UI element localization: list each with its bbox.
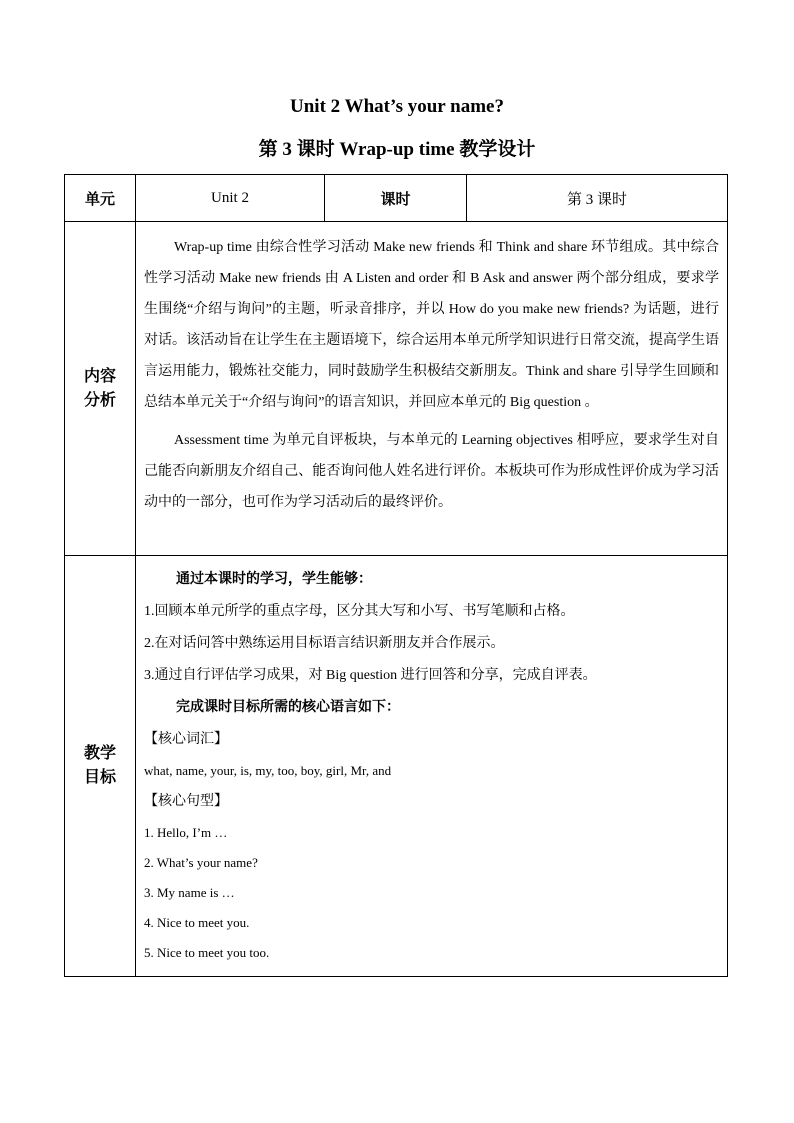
content-analysis-label-line1: 内容	[83, 367, 116, 385]
content-paragraph-2: Assessment time 为单元自评板块，与本单元的 Learning objectives 相呼应，要求学生对自己能否向新朋友介绍自己、能否询问他人姓名进行评价。本板块可作为形成性评价成为学习活动中的一部分，也可作为学习活动后的最终评价。	[144, 433, 719, 510]
header-row	[65, 175, 728, 222]
vocab-heading: 【核心词汇】	[144, 732, 228, 747]
objective-item: 1.回顾本单元所学的重点字母，区分其大写和小写、书写笔顺和占格。	[144, 604, 575, 619]
sentence-item: 2. What’s your name?	[144, 855, 258, 870]
teaching-goals-label-line2: 目标	[83, 769, 116, 786]
sentence-item: 1. Hello, I’m …	[144, 825, 228, 840]
content-analysis-row	[65, 222, 728, 556]
sentence-item: 4. Nice to meet you.	[144, 915, 250, 930]
teaching-goals-label	[65, 556, 136, 977]
objective-item: 2.在对话问答中熟练运用目标语言结识新朋友并合作展示。	[144, 636, 505, 651]
content-paragraph-1: Wrap-up time 由综合性学习活动 Make new friends 和 Think and share 环节组成。其中综合性学习活动 Make new friends 由 A Listen and order 和 B Ask and answer 两个部分组成，要求学生围绕“介绍与询问”的主题，听录音排序，并以 How do you make new friends? 为话题，进行对话。该活动旨在让学生在主题语境下，综合运用本单元所学知识进行日常交流，提高学生语言运用能力，锻炼社交能力，同时鼓励学生积极结交新朋友。Think and share 引导学生回顾和总结本单元关于“介绍与询问”的语言知识，并回应本单元的 Big question 。	[144, 240, 719, 410]
vocab-list: what, name, your, is, my, too, boy, girl, Mr, and	[144, 763, 392, 778]
content-analysis-label	[65, 222, 136, 556]
lesson-value: 第 3 课时	[467, 175, 728, 222]
unit-value: Unit 2	[136, 175, 325, 222]
objective-item: 3.通过自行评估学习成果，对 Big question 进行回答和分享，完成自评表。	[144, 668, 597, 683]
content-analysis-label-line2: 分析	[83, 391, 116, 409]
teaching-goals-text	[136, 556, 728, 977]
sentence-heading: 【核心句型】	[144, 794, 228, 809]
content-analysis-text	[136, 222, 728, 556]
sentence-item: 3. My name is …	[144, 885, 235, 900]
teaching-goals-label-line1: 教学	[83, 745, 116, 762]
unit-label: 单元	[65, 175, 136, 222]
lesson-plan-table	[64, 174, 728, 977]
document-subtitle: 第 3 课时 Wrap-up time 教学设计	[258, 139, 536, 160]
goals-intro: 通过本课时的学习，学生能够：	[176, 572, 372, 587]
sentence-item: 5. Nice to meet you too.	[144, 945, 270, 960]
document-title: Unit 2 What’s your name?	[290, 96, 504, 117]
lesson-label: 课时	[325, 175, 467, 222]
core-language-intro: 完成课时目标所需的核心语言如下：	[176, 700, 400, 715]
teaching-goals-row	[65, 556, 728, 977]
